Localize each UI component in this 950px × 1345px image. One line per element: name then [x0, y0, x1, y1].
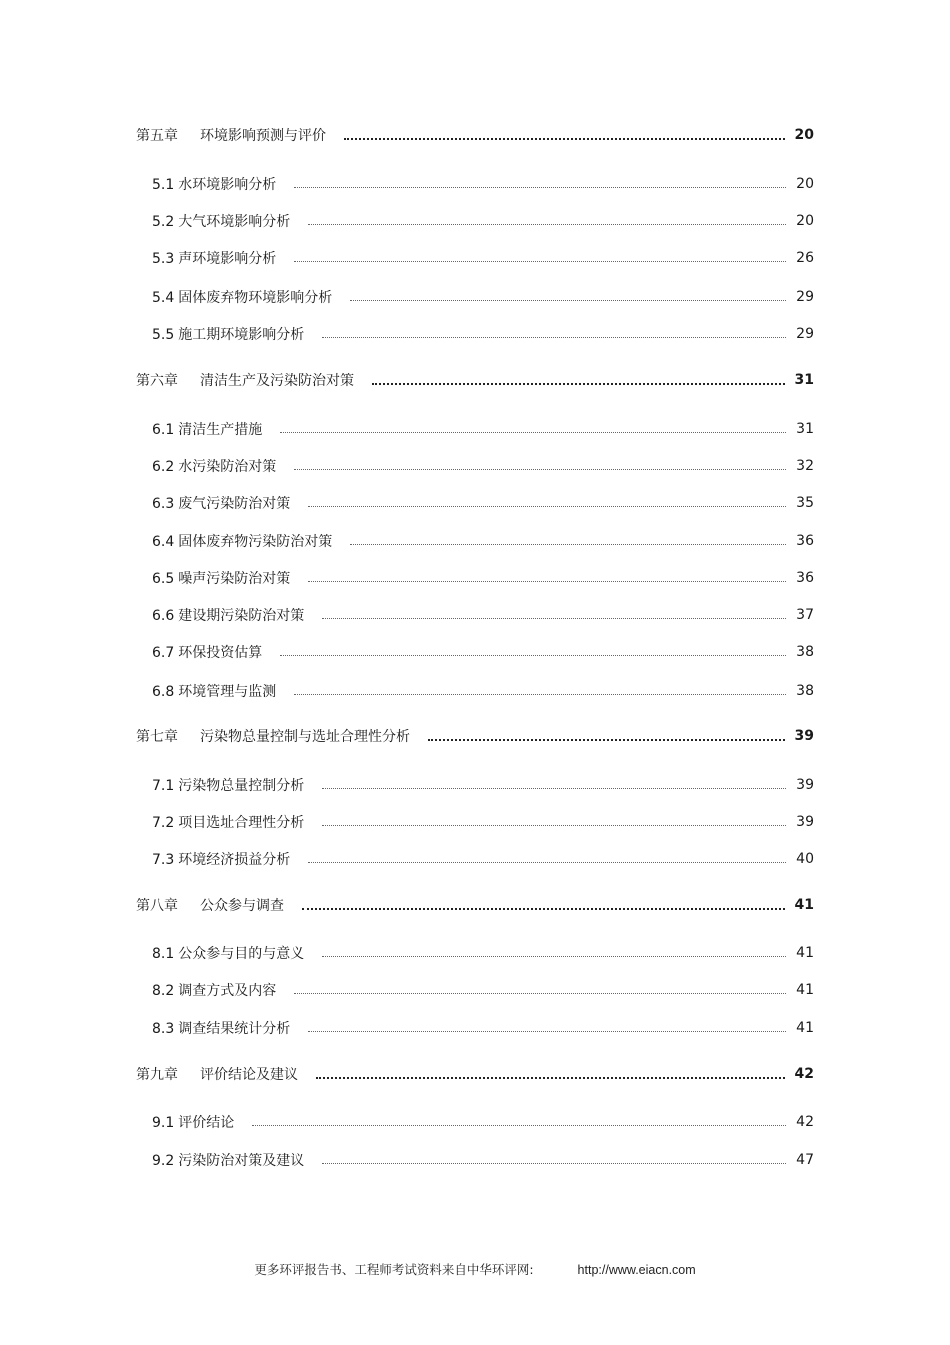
toc-section-row[interactable]: [152, 641, 814, 663]
toc-entry-label: [152, 1150, 304, 1170]
toc-chapter-row[interactable]: [136, 725, 814, 747]
toc-entry-label: [136, 1064, 298, 1084]
toc-page-number: 35: [796, 495, 814, 511]
footer-text: 更多环评报告书、工程师考试资料来自中华环评网:: [254, 1262, 534, 1277]
toc-entry-title: 建设期污染防治对策: [178, 608, 305, 624]
toc-entry-title: 调查方式及内容: [178, 983, 277, 999]
toc-section-row[interactable]: [152, 1017, 814, 1039]
toc-section-row[interactable]: [152, 942, 814, 964]
toc-entry-title: 声环境影响分析: [178, 251, 277, 267]
toc-entry-number: 8.2: [152, 983, 175, 999]
dot-leader: [294, 260, 786, 262]
toc-entry-label: [136, 125, 326, 145]
toc-entry-number: 7.1: [152, 778, 175, 794]
toc-entry-title: 废气污染防治对策: [178, 496, 291, 512]
page-footer: [0, 1260, 950, 1278]
toc-entry-number: 第八章: [136, 898, 178, 914]
toc-section-row[interactable]: [152, 286, 814, 308]
toc-entry-label: [152, 211, 290, 231]
dot-leader: [322, 336, 786, 338]
dot-leader: [252, 1124, 786, 1126]
toc-section-row[interactable]: [152, 210, 814, 232]
toc-section-row[interactable]: [152, 567, 814, 589]
toc-section-row[interactable]: [152, 848, 814, 870]
toc-page-number: 39: [796, 814, 814, 830]
toc-page-number: 41: [796, 945, 814, 961]
toc-entry-number: 6.5: [152, 571, 175, 587]
toc-entry-number: 9.1: [152, 1115, 175, 1131]
toc-entry-number: 6.4: [152, 534, 175, 550]
toc-section-row[interactable]: [152, 604, 814, 626]
dot-leader: [294, 693, 786, 695]
toc-entry-label: [136, 726, 410, 746]
dot-leader: [308, 505, 786, 507]
toc-entry-label: [152, 287, 332, 307]
toc-section-row[interactable]: [152, 530, 814, 552]
toc-chapter-row[interactable]: [136, 1063, 814, 1085]
toc-page-number: 42: [794, 1066, 814, 1082]
toc-entry-title: 环境经济损益分析: [178, 852, 291, 868]
toc-entry-number: 6.6: [152, 608, 175, 624]
toc-section-row[interactable]: [152, 492, 814, 514]
toc-page-number: 41: [794, 897, 814, 913]
toc-entry-title: 项目选址合理性分析: [178, 815, 305, 831]
toc-page-number: 41: [796, 982, 814, 998]
toc-entry-title: 环境影响预测与评价: [200, 128, 326, 144]
toc-page-number: 32: [796, 458, 814, 474]
toc-entry-number: 5.4: [152, 290, 175, 306]
toc-entry-title: 污染物总量控制分析: [178, 778, 305, 794]
toc-entry-label: [152, 980, 276, 1000]
toc-entry-title: 施工期环境影响分析: [178, 327, 305, 343]
toc-entry-label: [136, 370, 354, 390]
toc-section-row[interactable]: [152, 455, 814, 477]
toc-entry-label: [152, 324, 304, 344]
dot-leader: [308, 580, 786, 582]
toc-entry-title: 水环境影响分析: [178, 177, 277, 193]
toc-entry-title: 固体废弃物污染防治对策: [178, 534, 333, 550]
toc-entry-label: [152, 605, 304, 625]
toc-entry-title: 公众参与目的与意义: [178, 946, 305, 962]
toc-entry-number: 5.2: [152, 214, 175, 230]
dot-leader: [280, 431, 786, 433]
toc-entry-number: 6.3: [152, 496, 175, 512]
toc-page-number: 38: [796, 644, 814, 660]
toc-entry-title: 清洁生产及污染防治对策: [200, 373, 354, 389]
dot-leader: [350, 543, 786, 545]
dot-leader: [372, 382, 785, 385]
dot-leader: [308, 1030, 786, 1032]
dot-leader: [308, 223, 786, 225]
toc-page-number: 42: [796, 1114, 814, 1130]
toc-entry-number: 5.3: [152, 251, 175, 267]
toc-section-row[interactable]: [152, 418, 814, 440]
dot-leader: [428, 738, 785, 741]
toc-page-number: 41: [796, 1020, 814, 1036]
toc-entry-label: [152, 493, 290, 513]
dot-leader: [280, 654, 786, 656]
toc-entry-number: 6.7: [152, 645, 175, 661]
toc-entry-number: 第九章: [136, 1067, 178, 1083]
toc-entry-number: 8.1: [152, 946, 175, 962]
toc-entry-number: 9.2: [152, 1153, 175, 1169]
toc-entry-title: 水污染防治对策: [178, 459, 277, 475]
toc-page-number: 20: [796, 213, 814, 229]
toc-entry-title: 调查结果统计分析: [178, 1021, 291, 1037]
toc-page-number: 20: [794, 127, 814, 143]
toc-page-number: 20: [796, 176, 814, 192]
toc-entry-title: 评价结论及建议: [200, 1067, 298, 1083]
toc-entry-label: [152, 681, 276, 701]
dot-leader: [294, 468, 786, 470]
dot-leader: [350, 299, 786, 301]
dot-leader: [294, 992, 786, 994]
toc-entry-number: 6.2: [152, 459, 175, 475]
toc-entry-number: 5.5: [152, 327, 175, 343]
toc-entry-number: 第五章: [136, 128, 178, 144]
toc-page-number: 38: [796, 683, 814, 699]
toc-entry-title: 公众参与调查: [200, 898, 284, 914]
toc-entry-title: 环境管理与监测: [178, 684, 277, 700]
toc-entry-title: 污染物总量控制与选址合理性分析: [200, 729, 410, 745]
toc-entry-title: 噪声污染防治对策: [178, 571, 291, 587]
toc-chapter-row[interactable]: [136, 894, 814, 916]
toc-section-row[interactable]: [152, 323, 814, 345]
toc-page-number: 29: [796, 326, 814, 342]
toc-entry-title: 污染防治对策及建议: [178, 1153, 305, 1169]
toc-section-row[interactable]: [152, 1111, 814, 1133]
toc-chapter-row[interactable]: [136, 369, 814, 391]
toc-chapter-row[interactable]: [136, 124, 814, 146]
toc-entry-title: 固体废弃物环境影响分析: [178, 290, 333, 306]
dot-leader: [322, 787, 786, 789]
toc-entry-number: 7.2: [152, 815, 175, 831]
toc-page-number: 47: [796, 1152, 814, 1168]
toc-entry-label: [136, 895, 284, 915]
dot-leader: [294, 186, 786, 188]
toc-entry-number: 第七章: [136, 729, 178, 745]
toc-entry-title: 大气环境影响分析: [178, 214, 291, 230]
toc-entry-label: [152, 943, 304, 963]
toc-entry-label: [152, 642, 262, 662]
dot-leader: [322, 617, 786, 619]
dot-leader: [322, 824, 786, 826]
toc-entry-label: [152, 531, 332, 551]
toc-page-number: 37: [796, 607, 814, 623]
toc-page-number: 36: [796, 533, 814, 549]
toc-section-row[interactable]: [152, 774, 814, 796]
toc-entry-number: 8.3: [152, 1021, 175, 1037]
toc-entry-title: 评价结论: [178, 1115, 235, 1131]
toc-entry-title: 清洁生产措施: [178, 422, 263, 438]
toc-page-number: 39: [796, 777, 814, 793]
toc-entry-number: 6.8: [152, 684, 175, 700]
dot-leader: [322, 955, 786, 957]
toc-entry-label: [152, 849, 290, 869]
toc-entry-label: [152, 456, 276, 476]
toc-page-number: 26: [796, 250, 814, 266]
toc-section-row[interactable]: [152, 811, 814, 833]
toc-entry-label: [152, 775, 304, 795]
toc-entry-number: 第六章: [136, 373, 178, 389]
toc-entry-number: 7.3: [152, 852, 175, 868]
toc-section-row[interactable]: [152, 979, 814, 1001]
toc-entry-label: [152, 1112, 234, 1132]
toc-entry-label: [152, 1018, 290, 1038]
toc-page-number: 39: [794, 728, 814, 744]
toc-entry-label: [152, 174, 276, 194]
footer-link[interactable]: http://www.eiacn.com: [577, 1263, 696, 1277]
dot-leader: [344, 137, 785, 140]
toc-entry-number: 6.1: [152, 422, 175, 438]
toc-entry-number: 5.1: [152, 177, 175, 193]
toc-section-row[interactable]: [152, 1149, 814, 1171]
toc-page-number: 31: [794, 372, 814, 388]
toc-page-number: 29: [796, 289, 814, 305]
toc-page-number: 36: [796, 570, 814, 586]
toc-section-row[interactable]: [152, 680, 814, 702]
toc-entry-label: [152, 248, 276, 268]
dot-leader: [316, 1076, 785, 1079]
toc-section-row[interactable]: [152, 173, 814, 195]
toc-page-number: 31: [796, 421, 814, 437]
toc-entry-title: 环保投资估算: [178, 645, 263, 661]
toc-entry-label: [152, 812, 304, 832]
dot-leader: [308, 861, 786, 863]
toc-page-number: 40: [796, 851, 814, 867]
toc-entry-label: [152, 419, 262, 439]
dot-leader: [302, 907, 785, 910]
toc-section-row[interactable]: [152, 247, 814, 269]
toc-entry-label: [152, 568, 290, 588]
dot-leader: [322, 1162, 786, 1164]
